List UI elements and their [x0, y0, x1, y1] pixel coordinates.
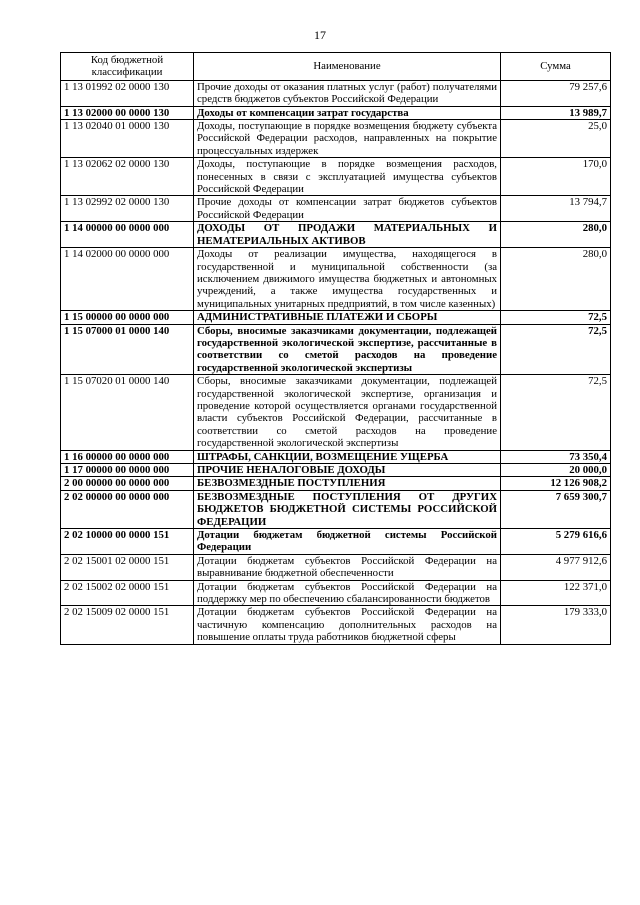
- table-row: [61, 580, 611, 606]
- row-sum: 20 000,0: [501, 464, 611, 477]
- row-sum: 179 333,0: [501, 606, 611, 644]
- row-code: 1 13 02000 00 0000 130: [61, 106, 194, 119]
- table-row: [61, 490, 611, 528]
- row-name: Дотации бюджетам субъектов Российской Федерации на поддержку мер по обеспечению сбалансированности бюджетов: [194, 580, 501, 606]
- table-row: [61, 554, 611, 580]
- row-sum: 25,0: [501, 120, 611, 158]
- row-sum: 73 350,4: [501, 450, 611, 463]
- row-name: БЕЗВОЗМЕЗДНЫЕ ПОСТУПЛЕНИЯ ОТ ДРУГИХ БЮДЖЕТОВ БЮДЖЕТНОЙ СИСТЕМЫ РОССИЙСКОЙ ФЕДЕРАЦИИ: [194, 490, 501, 528]
- row-code: 1 13 02040 01 0000 130: [61, 120, 194, 158]
- row-name: Сборы, вносимые заказчиками документации, подлежащей государственной экологической экспертизе, рассчитанные в соответствии со сметой расходов на проведение государственной экологической экспертизы: [194, 324, 501, 375]
- table-row: [61, 375, 611, 450]
- row-name: Дотации бюджетам субъектов Российской Федерации на выравнивание бюджетной обеспеченности: [194, 554, 501, 580]
- row-code: 1 13 02992 02 0000 130: [61, 196, 194, 222]
- row-name: ШТРАФЫ, САНКЦИИ, ВОЗМЕЩЕНИЕ УЩЕРБА: [194, 450, 501, 463]
- row-code: 1 14 02000 00 0000 000: [61, 248, 194, 311]
- table-row: [61, 106, 611, 119]
- table-row: [61, 158, 611, 196]
- row-code: 2 02 15001 02 0000 151: [61, 554, 194, 580]
- row-name: АДМИНИСТРАТИВНЫЕ ПЛАТЕЖИ И СБОРЫ: [194, 311, 501, 324]
- table-row: [61, 80, 611, 106]
- row-code: 1 16 00000 00 0000 000: [61, 450, 194, 463]
- table-row: [61, 464, 611, 477]
- budget-table: [60, 52, 611, 645]
- row-name: ДОХОДЫ ОТ ПРОДАЖИ МАТЕРИАЛЬНЫХ И НЕМАТЕРИАЛЬНЫХ АКТИВОВ: [194, 222, 501, 248]
- row-name: Прочие доходы от оказания платных услуг (работ) получателями средств бюджетов субъектов Российской Федерации: [194, 80, 501, 106]
- row-code: 1 14 00000 00 0000 000: [61, 222, 194, 248]
- row-sum: 280,0: [501, 222, 611, 248]
- row-code: 2 02 15002 02 0000 151: [61, 580, 194, 606]
- row-name: Прочие доходы от компенсации затрат бюджетов субъектов Российской Федерации: [194, 196, 501, 222]
- header-sum: Сумма: [501, 53, 611, 81]
- table-row: [61, 222, 611, 248]
- table-row: [61, 120, 611, 158]
- header-name: Наименование: [194, 53, 501, 81]
- table-row: [61, 196, 611, 222]
- row-name: ПРОЧИЕ НЕНАЛОГОВЫЕ ДОХОДЫ: [194, 464, 501, 477]
- row-code: 1 15 07000 01 0000 140: [61, 324, 194, 375]
- row-sum: 79 257,6: [501, 80, 611, 106]
- row-name: Дотации бюджетам субъектов Российской Федерации на частичную компенсацию дополнительных расходов на повышение оплаты труда работников бюджетной сферы: [194, 606, 501, 644]
- row-code: 1 15 07020 01 0000 140: [61, 375, 194, 450]
- row-sum: 13 794,7: [501, 196, 611, 222]
- table-row: [61, 606, 611, 644]
- row-name: Доходы от реализации имущества, находящегося в государственной и муниципальной собственности (за исключением движимого имущества бюджетных и автономных учреждений, а также имущества государственных и муниципальных унитарных предприятий, в том числе казенных): [194, 248, 501, 311]
- header-code: Код бюджетной классификации: [61, 53, 194, 81]
- row-code: 2 00 00000 00 0000 000: [61, 477, 194, 490]
- row-code: 1 15 00000 00 0000 000: [61, 311, 194, 324]
- table-row: [61, 477, 611, 490]
- row-name: Доходы, поступающие в порядке возмещения расходов, понесенных в связи с эксплуатацией имущества субъектов Российской Федерации: [194, 158, 501, 196]
- row-sum: 72,5: [501, 311, 611, 324]
- row-sum: 170,0: [501, 158, 611, 196]
- table-header-row: [61, 53, 611, 81]
- row-sum: 13 989,7: [501, 106, 611, 119]
- row-code: 2 02 15009 02 0000 151: [61, 606, 194, 644]
- row-name: БЕЗВОЗМЕЗДНЫЕ ПОСТУПЛЕНИЯ: [194, 477, 501, 490]
- table-row: [61, 324, 611, 375]
- page-number: 17: [314, 28, 326, 42]
- row-name: Доходы от компенсации затрат государства: [194, 106, 501, 119]
- row-sum: 72,5: [501, 324, 611, 375]
- row-sum: 122 371,0: [501, 580, 611, 606]
- row-code: 1 17 00000 00 0000 000: [61, 464, 194, 477]
- table-row: [61, 529, 611, 555]
- row-sum: 7 659 300,7: [501, 490, 611, 528]
- row-sum: 280,0: [501, 248, 611, 311]
- row-name: Доходы, поступающие в порядке возмещения бюджету субъекта Российской Федерации расходов, направленных на покрытие процессуальных издержек: [194, 120, 501, 158]
- row-code: 1 13 01992 02 0000 130: [61, 80, 194, 106]
- row-code: 1 13 02062 02 0000 130: [61, 158, 194, 196]
- row-sum: 5 279 616,6: [501, 529, 611, 555]
- row-name: Дотации бюджетам бюджетной системы Российской Федерации: [194, 529, 501, 555]
- table-row: [61, 450, 611, 463]
- row-sum: 12 126 908,2: [501, 477, 611, 490]
- row-name: Сборы, вносимые заказчиками документации, подлежащей государственной экологической экспертизе, организация и проведение которой осуществляется органами государственной власти субъектов Российской Федерации, рассчитанные в соответствии со сметой расходов на проведение государственной экологической экспертизы: [194, 375, 501, 450]
- row-sum: 72,5: [501, 375, 611, 450]
- table-row: [61, 248, 611, 311]
- row-sum: 4 977 912,6: [501, 554, 611, 580]
- row-code: 2 02 10000 00 0000 151: [61, 529, 194, 555]
- table-row: [61, 311, 611, 324]
- row-code: 2 02 00000 00 0000 000: [61, 490, 194, 528]
